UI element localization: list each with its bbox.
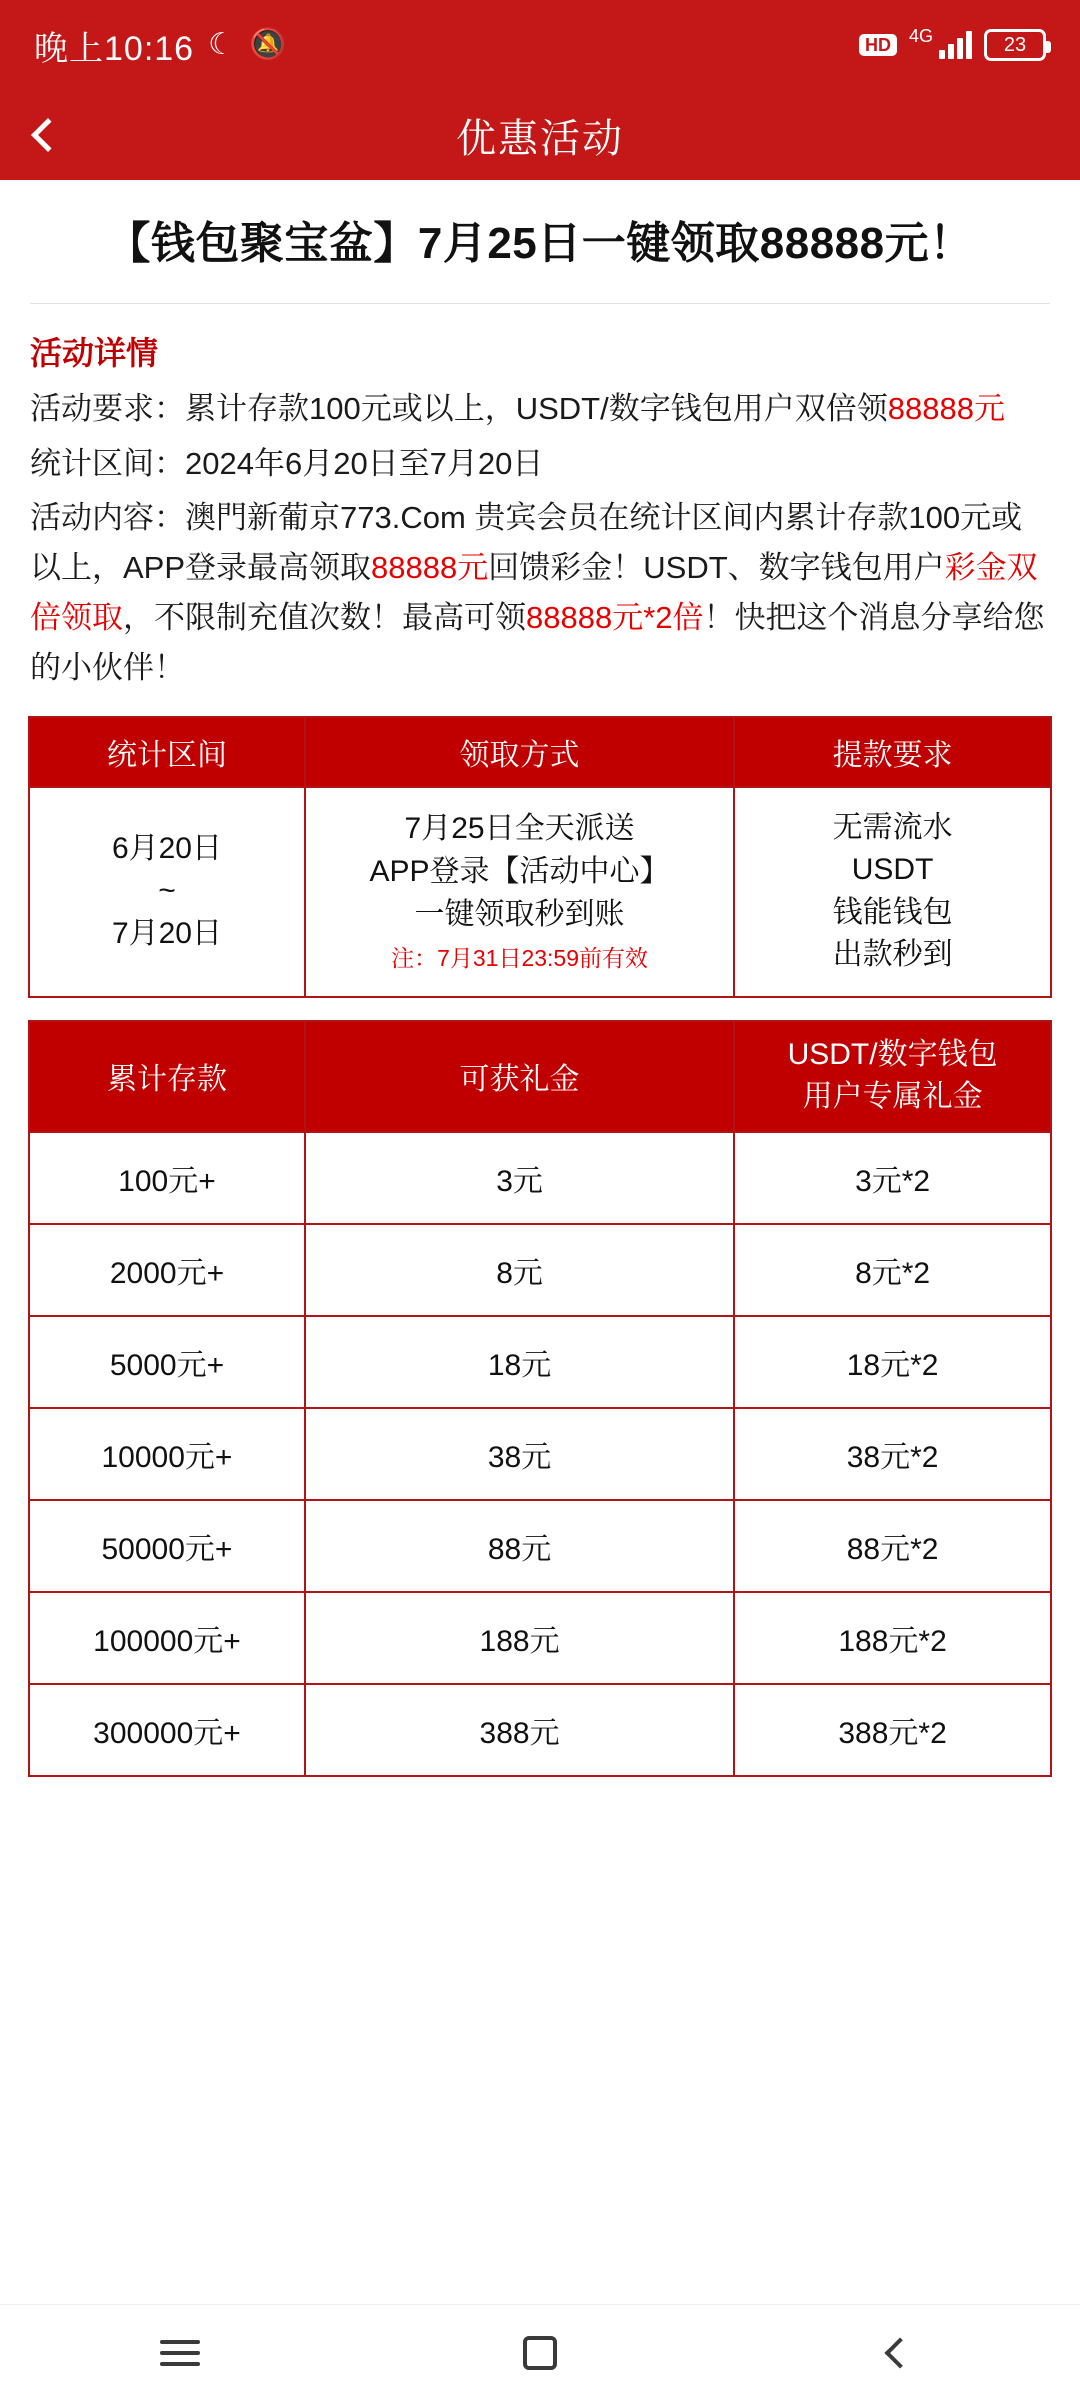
text-segment-highlight: 88888元 bbox=[371, 550, 489, 586]
status-bar bbox=[0, 0, 1080, 90]
app-bar bbox=[0, 90, 1080, 180]
withdraw-line: USDT bbox=[851, 853, 934, 887]
signal-strength-icon bbox=[939, 31, 972, 59]
text-segment: 活动内容：澳門新葡京773.Com 贵宾会员在统计区间内累计存款100元或以上，APP登录最高领取 bbox=[30, 499, 1023, 586]
cell-bonus: 188元*2 bbox=[734, 1592, 1051, 1684]
cell-deposit: 5000元+ bbox=[29, 1316, 305, 1408]
cell-bonus: 8元*2 bbox=[734, 1224, 1051, 1316]
table-header-cell: 累计存款 bbox=[29, 1021, 305, 1132]
table-row bbox=[29, 1132, 1051, 1224]
do-not-disturb-moon-icon: ☾ bbox=[208, 28, 235, 61]
table-row bbox=[29, 1500, 1051, 1592]
cell-bonus: 3元*2 bbox=[734, 1132, 1051, 1224]
text-segment: ，不限制充值次数！最高可领 bbox=[123, 600, 526, 636]
cell-bonus: 18元*2 bbox=[734, 1316, 1051, 1408]
system-navigation-bar bbox=[0, 2304, 1080, 2400]
cell-deposit: 50000元+ bbox=[29, 1500, 305, 1592]
table-row bbox=[29, 787, 1051, 997]
period-line: 7月20日 bbox=[111, 917, 222, 950]
table-period-method bbox=[28, 716, 1052, 998]
table-row bbox=[29, 1408, 1051, 1500]
withdraw-line: 钱能钱包 bbox=[832, 895, 953, 929]
cell-deposit: 100元+ bbox=[29, 1132, 305, 1224]
table-row bbox=[29, 1592, 1051, 1684]
square-icon bbox=[523, 2336, 557, 2370]
cell-gift: 18元 bbox=[305, 1316, 734, 1408]
text-segment-highlight: 彩金双倍领取 bbox=[30, 550, 1038, 636]
table-row bbox=[29, 1224, 1051, 1316]
method-line: 7月25日全天派送 bbox=[404, 812, 635, 846]
text-segment: 活动要求：累计存款100元或以上，USDT/数字钱包用户双倍领 bbox=[30, 391, 888, 427]
section-heading-details: 活动详情 bbox=[30, 335, 159, 372]
cell-withdraw bbox=[734, 787, 1051, 997]
table-header-cell: 提款要求 bbox=[734, 717, 1051, 787]
hd-icon: HD bbox=[859, 34, 897, 56]
bell-off-icon: 🔕 bbox=[249, 28, 287, 61]
cell-gift: 88元 bbox=[305, 1500, 734, 1592]
withdraw-line: 出款秒到 bbox=[832, 938, 953, 972]
cell-deposit: 100000元+ bbox=[29, 1592, 305, 1684]
cell-deposit: 2000元+ bbox=[29, 1224, 305, 1316]
promo-paragraph-requirement bbox=[30, 384, 1050, 434]
status-bar-left bbox=[34, 21, 286, 70]
table-header-cell: 领取方式 bbox=[305, 717, 734, 787]
text-segment: 回馈彩金！USDT、数字钱包用户 bbox=[488, 550, 945, 586]
withdraw-line: 无需流水 bbox=[832, 810, 953, 844]
table-header-row bbox=[29, 717, 1051, 787]
method-line: APP登录【活动中心】 bbox=[369, 855, 670, 889]
cell-gift: 388元 bbox=[305, 1684, 734, 1776]
text-segment: 统计区间：2024年6月20日至7月20日 bbox=[30, 445, 544, 481]
cell-period bbox=[29, 787, 305, 997]
promo-content bbox=[0, 180, 1080, 1777]
table-header-cell bbox=[734, 1021, 1051, 1132]
table-header-cell: 统计区间 bbox=[29, 717, 305, 787]
header-line: USDT/数字钱包 bbox=[787, 1037, 998, 1071]
header-line: 用户专属礼金 bbox=[802, 1080, 983, 1114]
status-time: 晚上10:16 bbox=[34, 29, 195, 68]
text-segment-highlight: 88888元 bbox=[887, 391, 1005, 427]
table-header-cell: 可获礼金 bbox=[305, 1021, 734, 1132]
method-note: 注：7月31日23:59前有效 bbox=[391, 945, 649, 972]
promo-paragraph-detail bbox=[30, 493, 1050, 694]
status-bar-right bbox=[859, 26, 1046, 61]
hamburger-icon bbox=[160, 2333, 200, 2373]
cell-deposit: 10000元+ bbox=[29, 1408, 305, 1500]
cell-gift: 38元 bbox=[305, 1408, 734, 1500]
cell-deposit: 300000元+ bbox=[29, 1684, 305, 1776]
cell-gift: 3元 bbox=[305, 1132, 734, 1224]
table-row bbox=[29, 1684, 1051, 1776]
text-segment-highlight: 88888元*2倍 bbox=[526, 600, 704, 636]
table-row bbox=[29, 1316, 1051, 1408]
cell-method bbox=[305, 787, 734, 997]
cell-bonus: 38元*2 bbox=[734, 1408, 1051, 1500]
period-line: 6月20日 bbox=[111, 831, 222, 865]
battery-level-label: 23 bbox=[1003, 33, 1027, 56]
promo-title: 【钱包聚宝盆】7月25日一键领取88888元！ bbox=[106, 219, 974, 268]
network-type-label: 4G bbox=[908, 26, 933, 46]
battery-icon bbox=[984, 29, 1046, 61]
cell-gift: 8元 bbox=[305, 1224, 734, 1316]
promo-body bbox=[28, 384, 1052, 693]
back-chevron-icon bbox=[884, 2337, 915, 2368]
home-button[interactable] bbox=[480, 2305, 600, 2401]
cell-gift: 188元 bbox=[305, 1592, 734, 1684]
method-line: 一键领取秒到账 bbox=[414, 897, 625, 931]
recents-button[interactable] bbox=[120, 2305, 240, 2401]
cell-bonus: 88元*2 bbox=[734, 1500, 1051, 1592]
text-segment: ！快把这个消息分享给您的小伙伴！ bbox=[30, 600, 1045, 686]
page-title: 优惠活动 bbox=[456, 116, 624, 161]
cell-bonus: 388元*2 bbox=[734, 1684, 1051, 1776]
period-line: ~ bbox=[158, 874, 176, 908]
table-deposit-rewards bbox=[28, 1020, 1052, 1777]
table-header-row bbox=[29, 1021, 1051, 1132]
promo-paragraph-period bbox=[30, 439, 1050, 489]
system-back-button[interactable] bbox=[840, 2305, 960, 2401]
